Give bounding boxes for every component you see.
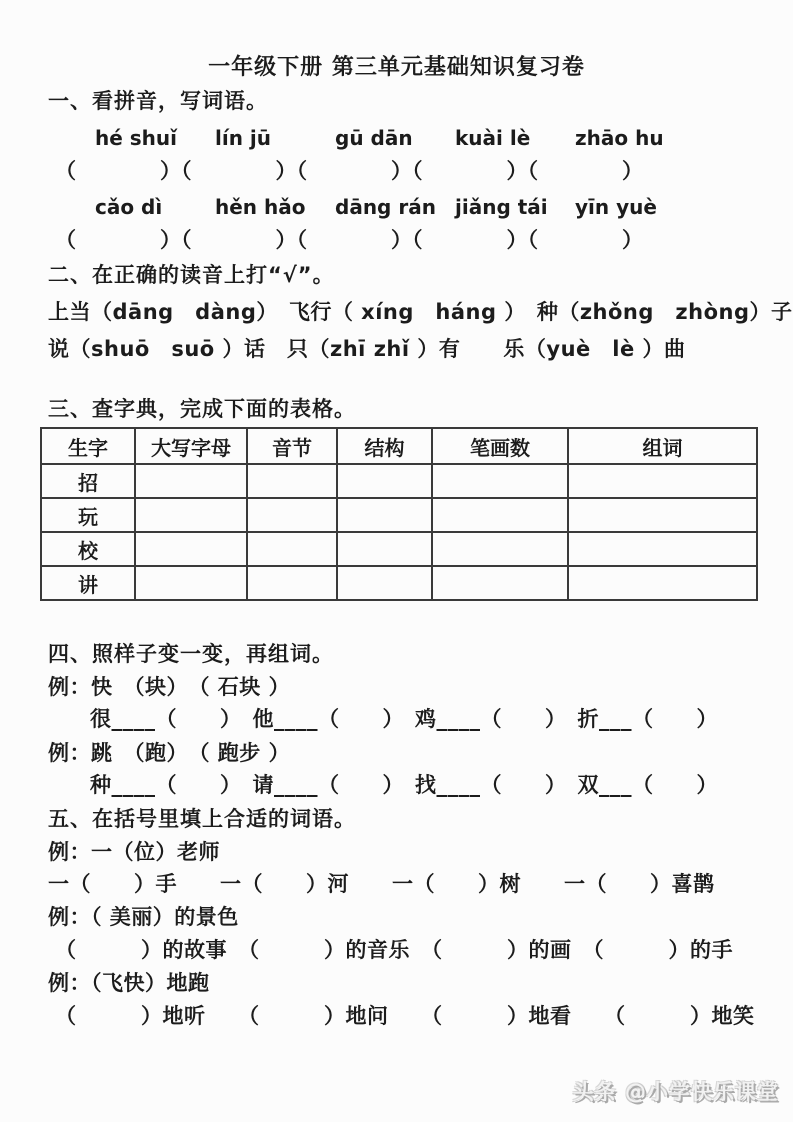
answer-line: 一（ ）手 一（ ）河 一（ ）树 一（ ）喜鹊 [48, 872, 715, 896]
pinyin-word: gū dān [335, 126, 413, 150]
empty-answer-cell [568, 532, 757, 566]
pinyin-word: dāng rán [335, 195, 436, 219]
answer-bracket-row: （ ）（ ）（ ）（ ）（ ） [55, 159, 643, 183]
empty-answer-cell [247, 566, 337, 600]
answer-line: （ ）地听 （ ）地问 （ ）地看 （ ）地笑 [55, 1004, 755, 1028]
empty-answer-cell [135, 532, 247, 566]
character-cell: 校 [41, 532, 135, 566]
answer-line: 很____（ ） 他____（ ） 鸡____（ ） 折___（ ） [90, 707, 718, 731]
answer-line: （ ）的故事 （ ）的音乐 （ ）的画 （ ）的手 [55, 938, 733, 962]
character-cell: 招 [41, 464, 135, 498]
table-header-cell: 大写字母 [135, 428, 247, 464]
section-1-heading: 一、看拼音，写词语。 [48, 89, 268, 113]
character-cell: 讲 [41, 566, 135, 600]
table-header-cell: 笔画数 [432, 428, 568, 464]
pronunciation-choice-line: 说（shuō suō ）话 只（zhī zhǐ ）有 乐（yuè lè ）曲 [48, 337, 686, 361]
watermark: 头条 @小学快乐课堂 [572, 1080, 779, 1104]
section-5-heading: 五、在括号里填上合适的词语。 [48, 807, 356, 831]
empty-answer-cell [432, 532, 568, 566]
table-row [41, 498, 757, 532]
empty-answer-cell [432, 498, 568, 532]
example-line: 例：（飞快）地跑 [48, 971, 210, 995]
example-line: 例：跳 （跑） （ 跑步 ） [48, 741, 291, 765]
example-line: 例：一（位）老师 [48, 840, 220, 864]
table-row [41, 532, 757, 566]
empty-answer-cell [247, 464, 337, 498]
example-line: 例：快 （块） （ 石块 ） [48, 675, 291, 699]
empty-answer-cell [247, 532, 337, 566]
pinyin-word: cǎo dì [95, 195, 163, 219]
section-4-heading: 四、照样子变一变，再组词。 [48, 642, 334, 666]
answer-line: 种____（ ） 请____（ ） 找____（ ） 双___（ ） [90, 773, 718, 797]
answer-bracket-row: （ ）（ ）（ ）（ ）（ ） [55, 228, 643, 252]
empty-answer-cell [568, 566, 757, 600]
empty-answer-cell [337, 498, 432, 532]
table-header-row [41, 428, 757, 464]
example-line: 例：（ 美丽）的景色 [48, 905, 239, 929]
pinyin-word: kuài lè [455, 126, 531, 150]
pinyin-word: yīn yuè [575, 195, 657, 219]
page-title: 一年级下册 第三单元基础知识复习卷 [208, 55, 585, 80]
empty-answer-cell [135, 498, 247, 532]
empty-answer-cell [432, 566, 568, 600]
pinyin-word: lín jū [215, 126, 272, 150]
table-header-cell: 音节 [247, 428, 337, 464]
pinyin-word: hé shuǐ [95, 126, 178, 150]
table-row [41, 464, 757, 498]
empty-answer-cell [247, 498, 337, 532]
empty-answer-cell [135, 566, 247, 600]
empty-answer-cell [337, 464, 432, 498]
empty-answer-cell [432, 464, 568, 498]
character-cell: 玩 [41, 498, 135, 532]
section-2-heading: 二、在正确的读音上打“√”。 [48, 263, 335, 287]
empty-answer-cell [337, 532, 432, 566]
pinyin-word: jiǎng tái [455, 195, 548, 219]
pinyin-word: hěn hǎo [215, 195, 306, 219]
pronunciation-choice-line: 上当（dāng dàng） 飞行（ xíng háng ） 种（zhǒng zhòng）子 [48, 300, 793, 324]
empty-answer-cell [568, 498, 757, 532]
table-header-cell: 组词 [568, 428, 757, 464]
pinyin-word: zhāo hu [575, 126, 664, 150]
empty-answer-cell [568, 464, 757, 498]
table-row [41, 566, 757, 600]
empty-answer-cell [135, 464, 247, 498]
table-header-cell: 生字 [41, 428, 135, 464]
table-header-cell: 结构 [337, 428, 432, 464]
pinyin-row-1 [95, 126, 695, 150]
empty-answer-cell [337, 566, 432, 600]
pinyin-row-2 [95, 195, 695, 219]
section-3-heading: 三、查字典，完成下面的表格。 [48, 397, 356, 421]
dictionary-table [40, 427, 758, 601]
